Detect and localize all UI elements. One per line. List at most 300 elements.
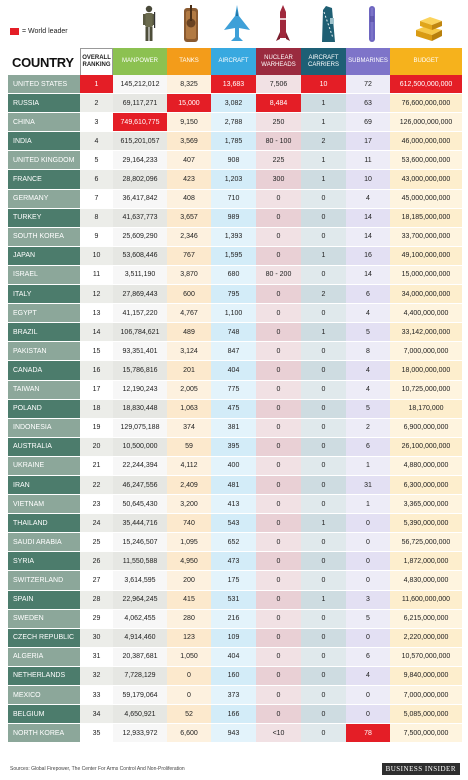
subs-cell: 3 bbox=[346, 591, 390, 609]
carriers-cell: 0 bbox=[301, 686, 346, 704]
country-cell: POLAND bbox=[8, 400, 80, 418]
carriers-cell: 0 bbox=[301, 667, 346, 685]
rank-cell: 23 bbox=[80, 495, 113, 513]
aircraft-cell: 543 bbox=[211, 514, 256, 532]
table-row bbox=[8, 591, 462, 610]
rank-cell: 2 bbox=[80, 94, 113, 112]
manpower-cell: 7,728,129 bbox=[113, 667, 167, 685]
carriers-cell: 0 bbox=[301, 266, 346, 284]
table-row bbox=[8, 94, 462, 113]
manpower-cell: 4,650,921 bbox=[113, 705, 167, 723]
aircraft-cell: 847 bbox=[211, 342, 256, 360]
country-cell: IRAN bbox=[8, 476, 80, 494]
country-cell: NORTH KOREA bbox=[8, 724, 80, 742]
budget-cell: 6,900,000,000 bbox=[390, 419, 462, 437]
budget-cell: 53,600,000,000 bbox=[390, 151, 462, 169]
manpower-cell: 41,637,773 bbox=[113, 209, 167, 227]
table-row bbox=[8, 132, 462, 151]
manpower-cell: 18,830,448 bbox=[113, 400, 167, 418]
nuclear-cell: 250 bbox=[256, 113, 301, 131]
subs-cell: 11 bbox=[346, 151, 390, 169]
budget-cell: 2,220,000,000 bbox=[390, 629, 462, 647]
aircraft-cell: 160 bbox=[211, 667, 256, 685]
table-row bbox=[8, 552, 462, 571]
nuclear-cell: 0 bbox=[256, 438, 301, 456]
header-rank: OVERALL RANKING bbox=[80, 48, 113, 75]
tanks-cell: 3,124 bbox=[167, 342, 211, 360]
manpower-cell: 749,610,775 bbox=[113, 113, 167, 131]
tanks-cell: 200 bbox=[167, 571, 211, 589]
aircraft-cell: 1,595 bbox=[211, 247, 256, 265]
budget-cell: 612,500,000,000 bbox=[390, 75, 462, 93]
rank-cell: 14 bbox=[80, 323, 113, 341]
tanks-cell: 4,950 bbox=[167, 552, 211, 570]
nuclear-cell: 300 bbox=[256, 170, 301, 188]
carriers-cell: 1 bbox=[301, 94, 346, 112]
header-manpower: MANPOWER bbox=[113, 48, 167, 75]
tanks-cell: 2,005 bbox=[167, 381, 211, 399]
nuclear-cell: 0 bbox=[256, 228, 301, 246]
aircraft-cell: 175 bbox=[211, 571, 256, 589]
nuclear-cell: 80 - 200 bbox=[256, 266, 301, 284]
rank-cell: 13 bbox=[80, 304, 113, 322]
manpower-cell: 4,062,455 bbox=[113, 610, 167, 628]
carriers-cell: 0 bbox=[301, 400, 346, 418]
rank-cell: 24 bbox=[80, 514, 113, 532]
nuclear-cell: 0 bbox=[256, 361, 301, 379]
table-row bbox=[8, 266, 462, 285]
tanks-cell: 9,150 bbox=[167, 113, 211, 131]
table-row bbox=[8, 419, 462, 438]
rank-cell: 33 bbox=[80, 686, 113, 704]
tanks-cell: 1,063 bbox=[167, 400, 211, 418]
table-row bbox=[8, 476, 462, 495]
nuclear-cell: 0 bbox=[256, 610, 301, 628]
rank-cell: 7 bbox=[80, 190, 113, 208]
legend-label: = World leader bbox=[22, 27, 68, 35]
table-row bbox=[8, 323, 462, 342]
country-cell: GERMANY bbox=[8, 190, 80, 208]
manpower-cell: 15,786,816 bbox=[113, 361, 167, 379]
subs-cell: 0 bbox=[346, 552, 390, 570]
budget-cell: 4,400,000,000 bbox=[390, 304, 462, 322]
nuclear-cell: 0 bbox=[256, 419, 301, 437]
subs-cell: 4 bbox=[346, 667, 390, 685]
aircraft-cell: 473 bbox=[211, 552, 256, 570]
country-cell: ALGERIA bbox=[8, 648, 80, 666]
country-cell: FRANCE bbox=[8, 170, 80, 188]
aircraft-cell: 1,393 bbox=[211, 228, 256, 246]
aircraft-cell: 795 bbox=[211, 285, 256, 303]
aircraft-cell: 404 bbox=[211, 361, 256, 379]
table-row bbox=[8, 705, 462, 724]
subs-cell: 17 bbox=[346, 132, 390, 150]
budget-cell: 46,000,000,000 bbox=[390, 132, 462, 150]
country-cell: UNITED KINGDOM bbox=[8, 151, 80, 169]
tanks-cell: 59 bbox=[167, 438, 211, 456]
header-tanks: TANKS bbox=[167, 48, 211, 75]
carriers-cell: 1 bbox=[301, 514, 346, 532]
manpower-cell: 27,869,443 bbox=[113, 285, 167, 303]
carriers-cell: 0 bbox=[301, 190, 346, 208]
subs-cell: 14 bbox=[346, 266, 390, 284]
aircraft-cell: 395 bbox=[211, 438, 256, 456]
budget-cell: 4,880,000,000 bbox=[390, 457, 462, 475]
table-row bbox=[8, 285, 462, 304]
country-cell: AUSTRALIA bbox=[8, 438, 80, 456]
country-cell: BRAZIL bbox=[8, 323, 80, 341]
table-row bbox=[8, 571, 462, 590]
aircraft-carrier-icon bbox=[313, 4, 343, 44]
rank-cell: 22 bbox=[80, 476, 113, 494]
column-header-row bbox=[80, 48, 462, 75]
table-row bbox=[8, 610, 462, 629]
budget-cell: 7,500,000,000 bbox=[390, 724, 462, 742]
manpower-cell: 4,914,460 bbox=[113, 629, 167, 647]
country-cell: TAIWAN bbox=[8, 381, 80, 399]
subs-cell: 69 bbox=[346, 113, 390, 131]
country-cell: TURKEY bbox=[8, 209, 80, 227]
manpower-cell: 20,387,681 bbox=[113, 648, 167, 666]
aircraft-cell: 481 bbox=[211, 476, 256, 494]
country-cell: CANADA bbox=[8, 361, 80, 379]
rank-cell: 19 bbox=[80, 419, 113, 437]
country-cell: CZECH REPUBLIC bbox=[8, 629, 80, 647]
tanks-cell: 600 bbox=[167, 285, 211, 303]
country-cell: THAILAND bbox=[8, 514, 80, 532]
budget-cell: 15,000,000,000 bbox=[390, 266, 462, 284]
budget-cell: 5,085,000,000 bbox=[390, 705, 462, 723]
aircraft-cell: 943 bbox=[211, 724, 256, 742]
budget-cell: 18,185,000,000 bbox=[390, 209, 462, 227]
nuclear-cell: 0 bbox=[256, 476, 301, 494]
header-subs: SUBMARINES bbox=[346, 48, 390, 75]
table-row bbox=[8, 533, 462, 552]
subs-cell: 0 bbox=[346, 686, 390, 704]
tanks-cell: 407 bbox=[167, 151, 211, 169]
tanks-cell: 374 bbox=[167, 419, 211, 437]
aircraft-cell: 166 bbox=[211, 705, 256, 723]
rank-cell: 4 bbox=[80, 132, 113, 150]
nuclear-cell: <10 bbox=[256, 724, 301, 742]
budget-cell: 26,100,000,000 bbox=[390, 438, 462, 456]
subs-cell: 1 bbox=[346, 495, 390, 513]
aircraft-cell: 1,785 bbox=[211, 132, 256, 150]
rank-cell: 8 bbox=[80, 209, 113, 227]
nuclear-cell: 0 bbox=[256, 533, 301, 551]
carriers-cell: 0 bbox=[301, 629, 346, 647]
table-row bbox=[8, 342, 462, 361]
tanks-cell: 6,600 bbox=[167, 724, 211, 742]
budget-cell: 34,000,000,000 bbox=[390, 285, 462, 303]
rank-cell: 25 bbox=[80, 533, 113, 551]
rank-cell: 30 bbox=[80, 629, 113, 647]
country-cell: RUSSIA bbox=[8, 94, 80, 112]
rank-cell: 11 bbox=[80, 266, 113, 284]
carriers-cell: 1 bbox=[301, 247, 346, 265]
aircraft-cell: 1,100 bbox=[211, 304, 256, 322]
manpower-cell: 12,933,972 bbox=[113, 724, 167, 742]
rank-cell: 12 bbox=[80, 285, 113, 303]
budget-cell: 18,000,000,000 bbox=[390, 361, 462, 379]
manpower-cell: 12,190,243 bbox=[113, 381, 167, 399]
rank-cell: 27 bbox=[80, 571, 113, 589]
budget-cell: 3,365,000,000 bbox=[390, 495, 462, 513]
rank-cell: 1 bbox=[80, 75, 113, 93]
manpower-cell: 53,608,446 bbox=[113, 247, 167, 265]
rank-cell: 28 bbox=[80, 591, 113, 609]
budget-cell: 33,142,000,000 bbox=[390, 323, 462, 341]
subs-cell: 14 bbox=[346, 209, 390, 227]
country-cell: INDIA bbox=[8, 132, 80, 150]
gold-bars-icon bbox=[412, 4, 446, 44]
table-row bbox=[8, 170, 462, 189]
aircraft-cell: 109 bbox=[211, 629, 256, 647]
aircraft-cell: 413 bbox=[211, 495, 256, 513]
country-cell: SAUDI ARABIA bbox=[8, 533, 80, 551]
soldier-icon bbox=[134, 4, 164, 44]
table-row bbox=[8, 648, 462, 667]
header-nuclear: NUCLEAR WARHEADS bbox=[256, 48, 301, 75]
aircraft-cell: 652 bbox=[211, 533, 256, 551]
carriers-cell: 0 bbox=[301, 648, 346, 666]
tanks-cell: 3,870 bbox=[167, 266, 211, 284]
nuclear-cell: 80 - 100 bbox=[256, 132, 301, 150]
budget-cell: 4,830,000,000 bbox=[390, 571, 462, 589]
nuclear-cell: 0 bbox=[256, 495, 301, 513]
manpower-cell: 106,784,621 bbox=[113, 323, 167, 341]
rank-cell: 10 bbox=[80, 247, 113, 265]
carriers-cell: 1 bbox=[301, 170, 346, 188]
aircraft-cell: 475 bbox=[211, 400, 256, 418]
nuclear-cell: 0 bbox=[256, 323, 301, 341]
country-cell: CHINA bbox=[8, 113, 80, 131]
carriers-cell: 0 bbox=[301, 228, 346, 246]
rank-cell: 16 bbox=[80, 361, 113, 379]
nuclear-cell: 225 bbox=[256, 151, 301, 169]
country-cell: SOUTH KOREA bbox=[8, 228, 80, 246]
budget-cell: 7,000,000,000 bbox=[390, 686, 462, 704]
country-cell: ISRAEL bbox=[8, 266, 80, 284]
manpower-cell: 93,351,401 bbox=[113, 342, 167, 360]
country-cell: INDONESIA bbox=[8, 419, 80, 437]
tanks-cell: 3,569 bbox=[167, 132, 211, 150]
aircraft-cell: 748 bbox=[211, 323, 256, 341]
subs-cell: 2 bbox=[346, 419, 390, 437]
table-row bbox=[8, 151, 462, 170]
carriers-cell: 1 bbox=[301, 591, 346, 609]
carriers-cell: 1 bbox=[301, 151, 346, 169]
manpower-cell: 28,802,096 bbox=[113, 170, 167, 188]
aircraft-cell: 400 bbox=[211, 457, 256, 475]
subs-cell: 6 bbox=[346, 648, 390, 666]
nuclear-cell: 8,484 bbox=[256, 94, 301, 112]
tanks-cell: 423 bbox=[167, 170, 211, 188]
rank-cell: 26 bbox=[80, 552, 113, 570]
table-row bbox=[8, 304, 462, 323]
rank-cell: 17 bbox=[80, 381, 113, 399]
carriers-cell: 0 bbox=[301, 571, 346, 589]
aircraft-cell: 2,788 bbox=[211, 113, 256, 131]
country-cell: JAPAN bbox=[8, 247, 80, 265]
aircraft-cell: 216 bbox=[211, 610, 256, 628]
tanks-cell: 0 bbox=[167, 667, 211, 685]
budget-cell: 5,390,000,000 bbox=[390, 514, 462, 532]
manpower-cell: 29,164,233 bbox=[113, 151, 167, 169]
budget-cell: 6,300,000,000 bbox=[390, 476, 462, 494]
manpower-cell: 3,511,190 bbox=[113, 266, 167, 284]
subs-cell: 31 bbox=[346, 476, 390, 494]
tanks-cell: 415 bbox=[167, 591, 211, 609]
aircraft-cell: 373 bbox=[211, 686, 256, 704]
aircraft-cell: 908 bbox=[211, 151, 256, 169]
sources-note: Sources: Global Firepower, The Center For Arms Control And Non-Proliferation bbox=[10, 766, 185, 772]
nuclear-cell: 0 bbox=[256, 591, 301, 609]
header-budget: BUDGET bbox=[390, 48, 462, 75]
aircraft-cell: 1,203 bbox=[211, 170, 256, 188]
tanks-cell: 15,000 bbox=[167, 94, 211, 112]
budget-cell: 7,000,000,000 bbox=[390, 342, 462, 360]
budget-cell: 43,000,000,000 bbox=[390, 170, 462, 188]
budget-cell: 18,170,000 bbox=[390, 400, 462, 418]
tanks-cell: 8,325 bbox=[167, 75, 211, 93]
nuclear-cell: 0 bbox=[256, 190, 301, 208]
budget-cell: 1,872,000,000 bbox=[390, 552, 462, 570]
budget-cell: 10,725,000,000 bbox=[390, 381, 462, 399]
manpower-cell: 50,645,430 bbox=[113, 495, 167, 513]
subs-cell: 10 bbox=[346, 170, 390, 188]
country-cell: PAKISTAN bbox=[8, 342, 80, 360]
carriers-cell: 0 bbox=[301, 495, 346, 513]
subs-cell: 6 bbox=[346, 438, 390, 456]
subs-cell: 5 bbox=[346, 610, 390, 628]
aircraft-cell: 3,082 bbox=[211, 94, 256, 112]
subs-cell: 1 bbox=[346, 457, 390, 475]
manpower-cell: 25,609,290 bbox=[113, 228, 167, 246]
manpower-cell: 36,417,842 bbox=[113, 190, 167, 208]
tanks-cell: 123 bbox=[167, 629, 211, 647]
carriers-cell: 0 bbox=[301, 342, 346, 360]
rank-cell: 31 bbox=[80, 648, 113, 666]
country-cell: VIETNAM bbox=[8, 495, 80, 513]
table-row bbox=[8, 361, 462, 380]
nuclear-missile-icon bbox=[268, 4, 298, 44]
nuclear-cell: 0 bbox=[256, 304, 301, 322]
table-row bbox=[8, 113, 462, 132]
table-row bbox=[8, 724, 462, 743]
manpower-cell: 46,247,556 bbox=[113, 476, 167, 494]
tank-icon bbox=[176, 4, 206, 44]
nuclear-cell: 0 bbox=[256, 686, 301, 704]
subs-cell: 0 bbox=[346, 533, 390, 551]
table-row bbox=[8, 190, 462, 209]
carriers-cell: 0 bbox=[301, 419, 346, 437]
table-row bbox=[8, 247, 462, 266]
submarine-icon bbox=[357, 4, 387, 44]
table-row bbox=[8, 400, 462, 419]
tanks-cell: 1,095 bbox=[167, 533, 211, 551]
rank-cell: 6 bbox=[80, 170, 113, 188]
tanks-cell: 4,112 bbox=[167, 457, 211, 475]
nuclear-cell: 0 bbox=[256, 342, 301, 360]
nuclear-cell: 0 bbox=[256, 552, 301, 570]
subs-cell: 4 bbox=[346, 304, 390, 322]
tanks-cell: 408 bbox=[167, 190, 211, 208]
data-table bbox=[8, 75, 462, 743]
subs-cell: 5 bbox=[346, 323, 390, 341]
country-cell: SPAIN bbox=[8, 591, 80, 609]
table-row bbox=[8, 228, 462, 247]
budget-cell: 49,100,000,000 bbox=[390, 247, 462, 265]
carriers-cell: 0 bbox=[301, 209, 346, 227]
carriers-cell: 0 bbox=[301, 476, 346, 494]
carriers-cell: 0 bbox=[301, 304, 346, 322]
subs-cell: 16 bbox=[346, 247, 390, 265]
rank-cell: 21 bbox=[80, 457, 113, 475]
subs-cell: 4 bbox=[346, 190, 390, 208]
subs-cell: 8 bbox=[346, 342, 390, 360]
nuclear-cell: 0 bbox=[256, 667, 301, 685]
table-row bbox=[8, 381, 462, 400]
header-carriers: AIRCRAFT CARRIERS bbox=[301, 48, 346, 75]
budget-cell: 6,215,000,000 bbox=[390, 610, 462, 628]
manpower-cell: 145,212,012 bbox=[113, 75, 167, 93]
manpower-cell: 41,157,220 bbox=[113, 304, 167, 322]
carriers-cell: 0 bbox=[301, 552, 346, 570]
budget-cell: 9,840,000,000 bbox=[390, 667, 462, 685]
subs-cell: 4 bbox=[346, 361, 390, 379]
tanks-cell: 489 bbox=[167, 323, 211, 341]
subs-cell: 0 bbox=[346, 571, 390, 589]
legend-swatch bbox=[10, 28, 19, 35]
rank-cell: 9 bbox=[80, 228, 113, 246]
table-row bbox=[8, 75, 462, 94]
manpower-cell: 10,500,000 bbox=[113, 438, 167, 456]
subs-cell: 0 bbox=[346, 705, 390, 723]
budget-cell: 76,600,000,000 bbox=[390, 94, 462, 112]
budget-cell: 56,725,000,000 bbox=[390, 533, 462, 551]
subs-cell: 6 bbox=[346, 285, 390, 303]
nuclear-cell: 0 bbox=[256, 571, 301, 589]
aircraft-cell: 989 bbox=[211, 209, 256, 227]
table-row bbox=[8, 438, 462, 457]
carriers-cell: 2 bbox=[301, 285, 346, 303]
nuclear-cell: 0 bbox=[256, 648, 301, 666]
tanks-cell: 2,346 bbox=[167, 228, 211, 246]
carriers-cell: 0 bbox=[301, 610, 346, 628]
country-cell: EGYPT bbox=[8, 304, 80, 322]
manpower-cell: 59,179,064 bbox=[113, 686, 167, 704]
country-cell: ITALY bbox=[8, 285, 80, 303]
table-row bbox=[8, 667, 462, 686]
carriers-cell: 1 bbox=[301, 113, 346, 131]
tanks-cell: 3,657 bbox=[167, 209, 211, 227]
carriers-cell: 0 bbox=[301, 381, 346, 399]
tanks-cell: 740 bbox=[167, 514, 211, 532]
carriers-cell: 0 bbox=[301, 438, 346, 456]
nuclear-cell: 0 bbox=[256, 705, 301, 723]
rank-cell: 15 bbox=[80, 342, 113, 360]
budget-cell: 11,600,000,000 bbox=[390, 591, 462, 609]
manpower-cell: 22,964,245 bbox=[113, 591, 167, 609]
carriers-cell: 0 bbox=[301, 724, 346, 742]
nuclear-cell: 0 bbox=[256, 381, 301, 399]
subs-cell: 0 bbox=[346, 629, 390, 647]
nuclear-cell: 0 bbox=[256, 457, 301, 475]
tanks-cell: 201 bbox=[167, 361, 211, 379]
rank-cell: 29 bbox=[80, 610, 113, 628]
table-row bbox=[8, 495, 462, 514]
